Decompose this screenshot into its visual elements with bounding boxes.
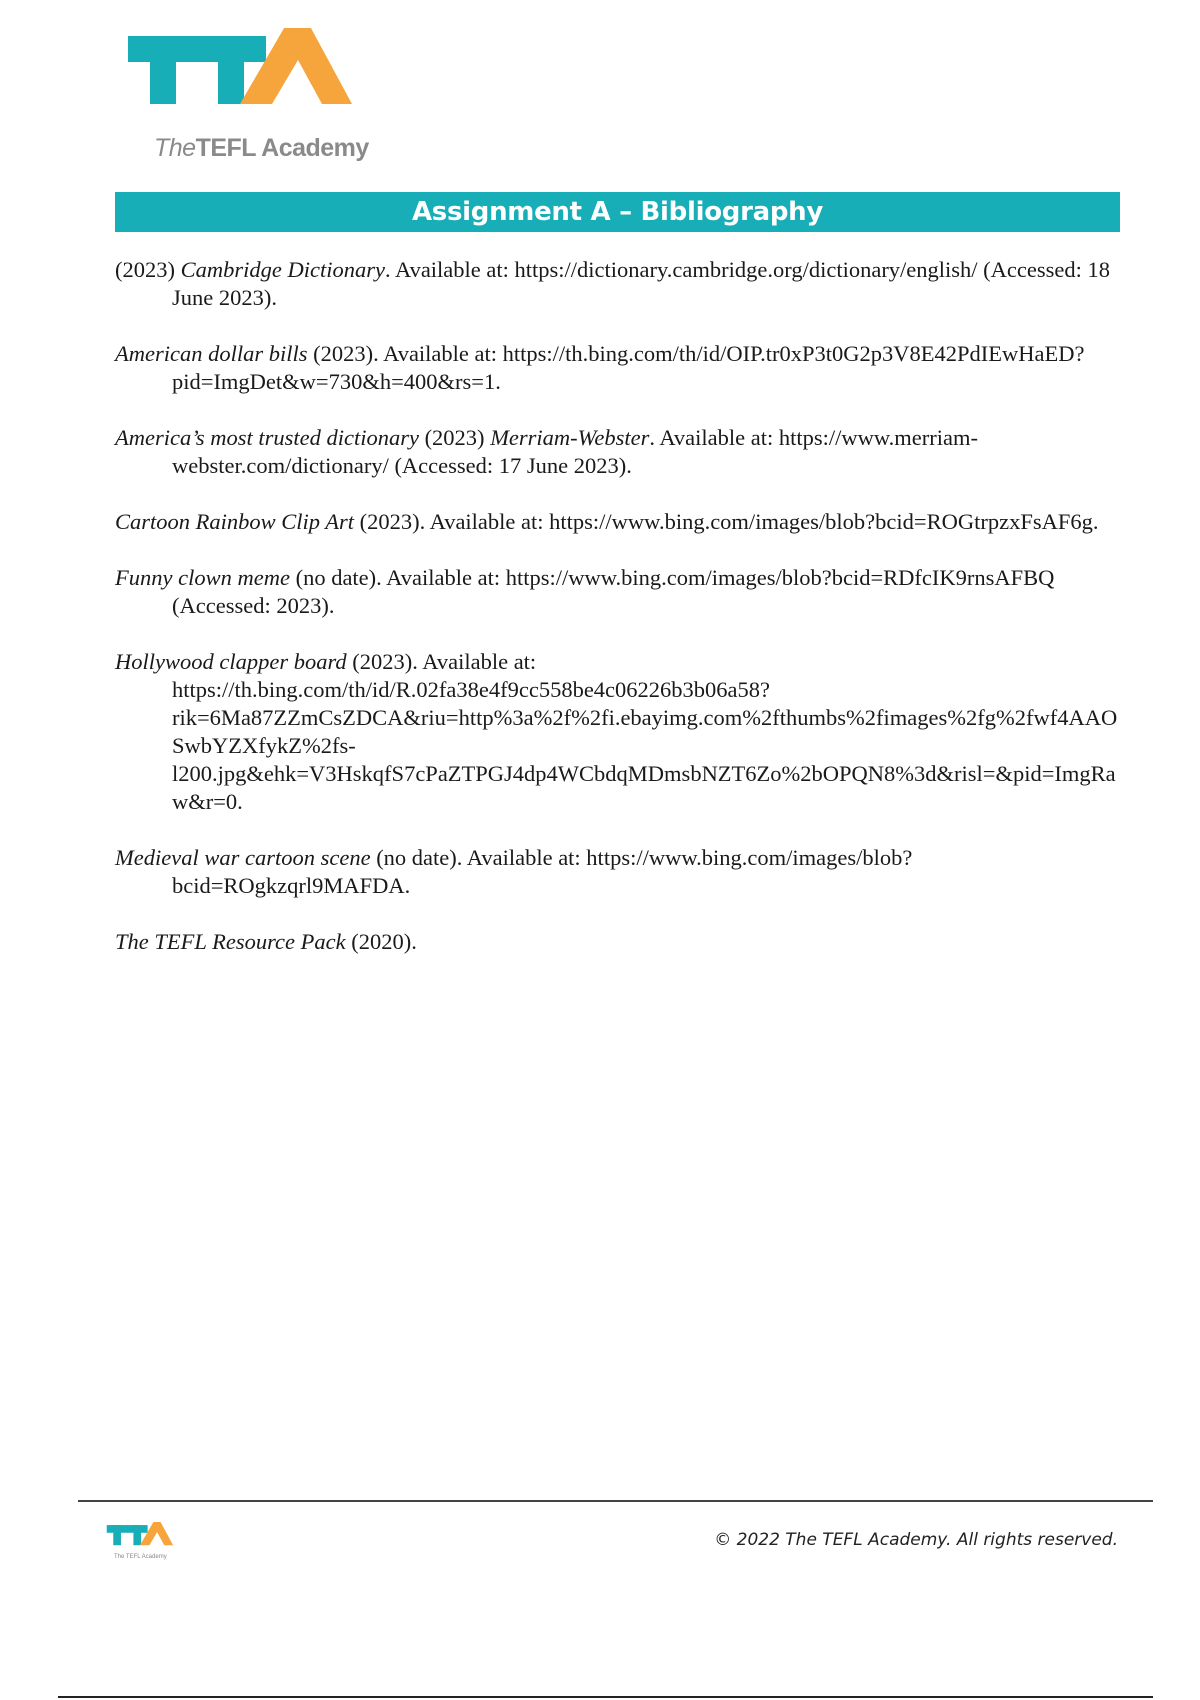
page-bottom-divider xyxy=(58,1696,1153,1698)
footer-logo-caption: The TEFL Academy xyxy=(114,1554,167,1560)
title-bar xyxy=(115,192,1120,232)
bibliography-entry: Medieval war cartoon scene (no date). Available at: https://www.bing.com/images/blob?bcid=ROgkzqrl9MAFDA. xyxy=(115,845,913,898)
bibliography-entry: (2023) Cambridge Dictionary. Available at: https://dictionary.cambridge.org/dictionary/english/ (Accessed: 18 June 2023). xyxy=(115,257,1111,310)
footer-tta-logo-mark xyxy=(102,1522,182,1556)
footer-logo xyxy=(102,1522,182,1564)
logo-caption: TheTEFL Academy xyxy=(154,134,369,162)
page-title: Assignment A – Bibliography xyxy=(411,197,824,227)
bibliography-list xyxy=(115,256,1120,984)
copyright-notice: © 2022 The TEFL Academy. All rights reserved. xyxy=(714,1530,1118,1550)
bibliography-entry: Cartoon Rainbow Clip Art (2023). Available at: https://www.bing.com/images/blob?bcid=ROGtrpzxFsAF6g. xyxy=(115,509,1099,534)
bibliography-entry: Hollywood clapper board (2023). Available at: https://th.bing.com/th/id/R.02fa38e4f9cc558be4c06226b3b06a58?rik=6Ma87ZZmCsZDCA&riu=http%3a%2f%2fi.ebayimg.com%2fthumbs%2fimages%2fg%2fwf4AAOSwbYZXfykZ%2fs-l200.jpg&ehk=V3HskqfS7cPaZTPGJ4dp4WCbdqMDmsbNZT6Zo%2bOPQN8%3d&risl=&pid=ImgRaw&r=0. xyxy=(115,649,1118,814)
bibliography-entry: Funny clown meme (no date). Available at: https://www.bing.com/images/blob?bcid=RDfcIK9rnsAFBQ (Accessed: 2023). xyxy=(115,565,1055,618)
tefl-academy-logo xyxy=(112,28,382,170)
tta-logo-mark xyxy=(112,28,382,138)
bibliography-entry: America’s most trusted dictionary (2023) Merriam-Webster. Available at: https://www.merriam-webster.com/dictionary/ (Accessed: 17 June 2023). xyxy=(115,425,979,478)
bibliography-entry: American dollar bills (2023). Available at: https://th.bing.com/th/id/OIP.tr0xP3t0G2p3V8E42PdIEwHaED?pid=ImgDet&w=730&h=400&rs=1. xyxy=(115,341,1085,394)
footer-divider xyxy=(78,1500,1153,1502)
bibliography-entry: The TEFL Resource Pack (2020). xyxy=(115,929,417,954)
